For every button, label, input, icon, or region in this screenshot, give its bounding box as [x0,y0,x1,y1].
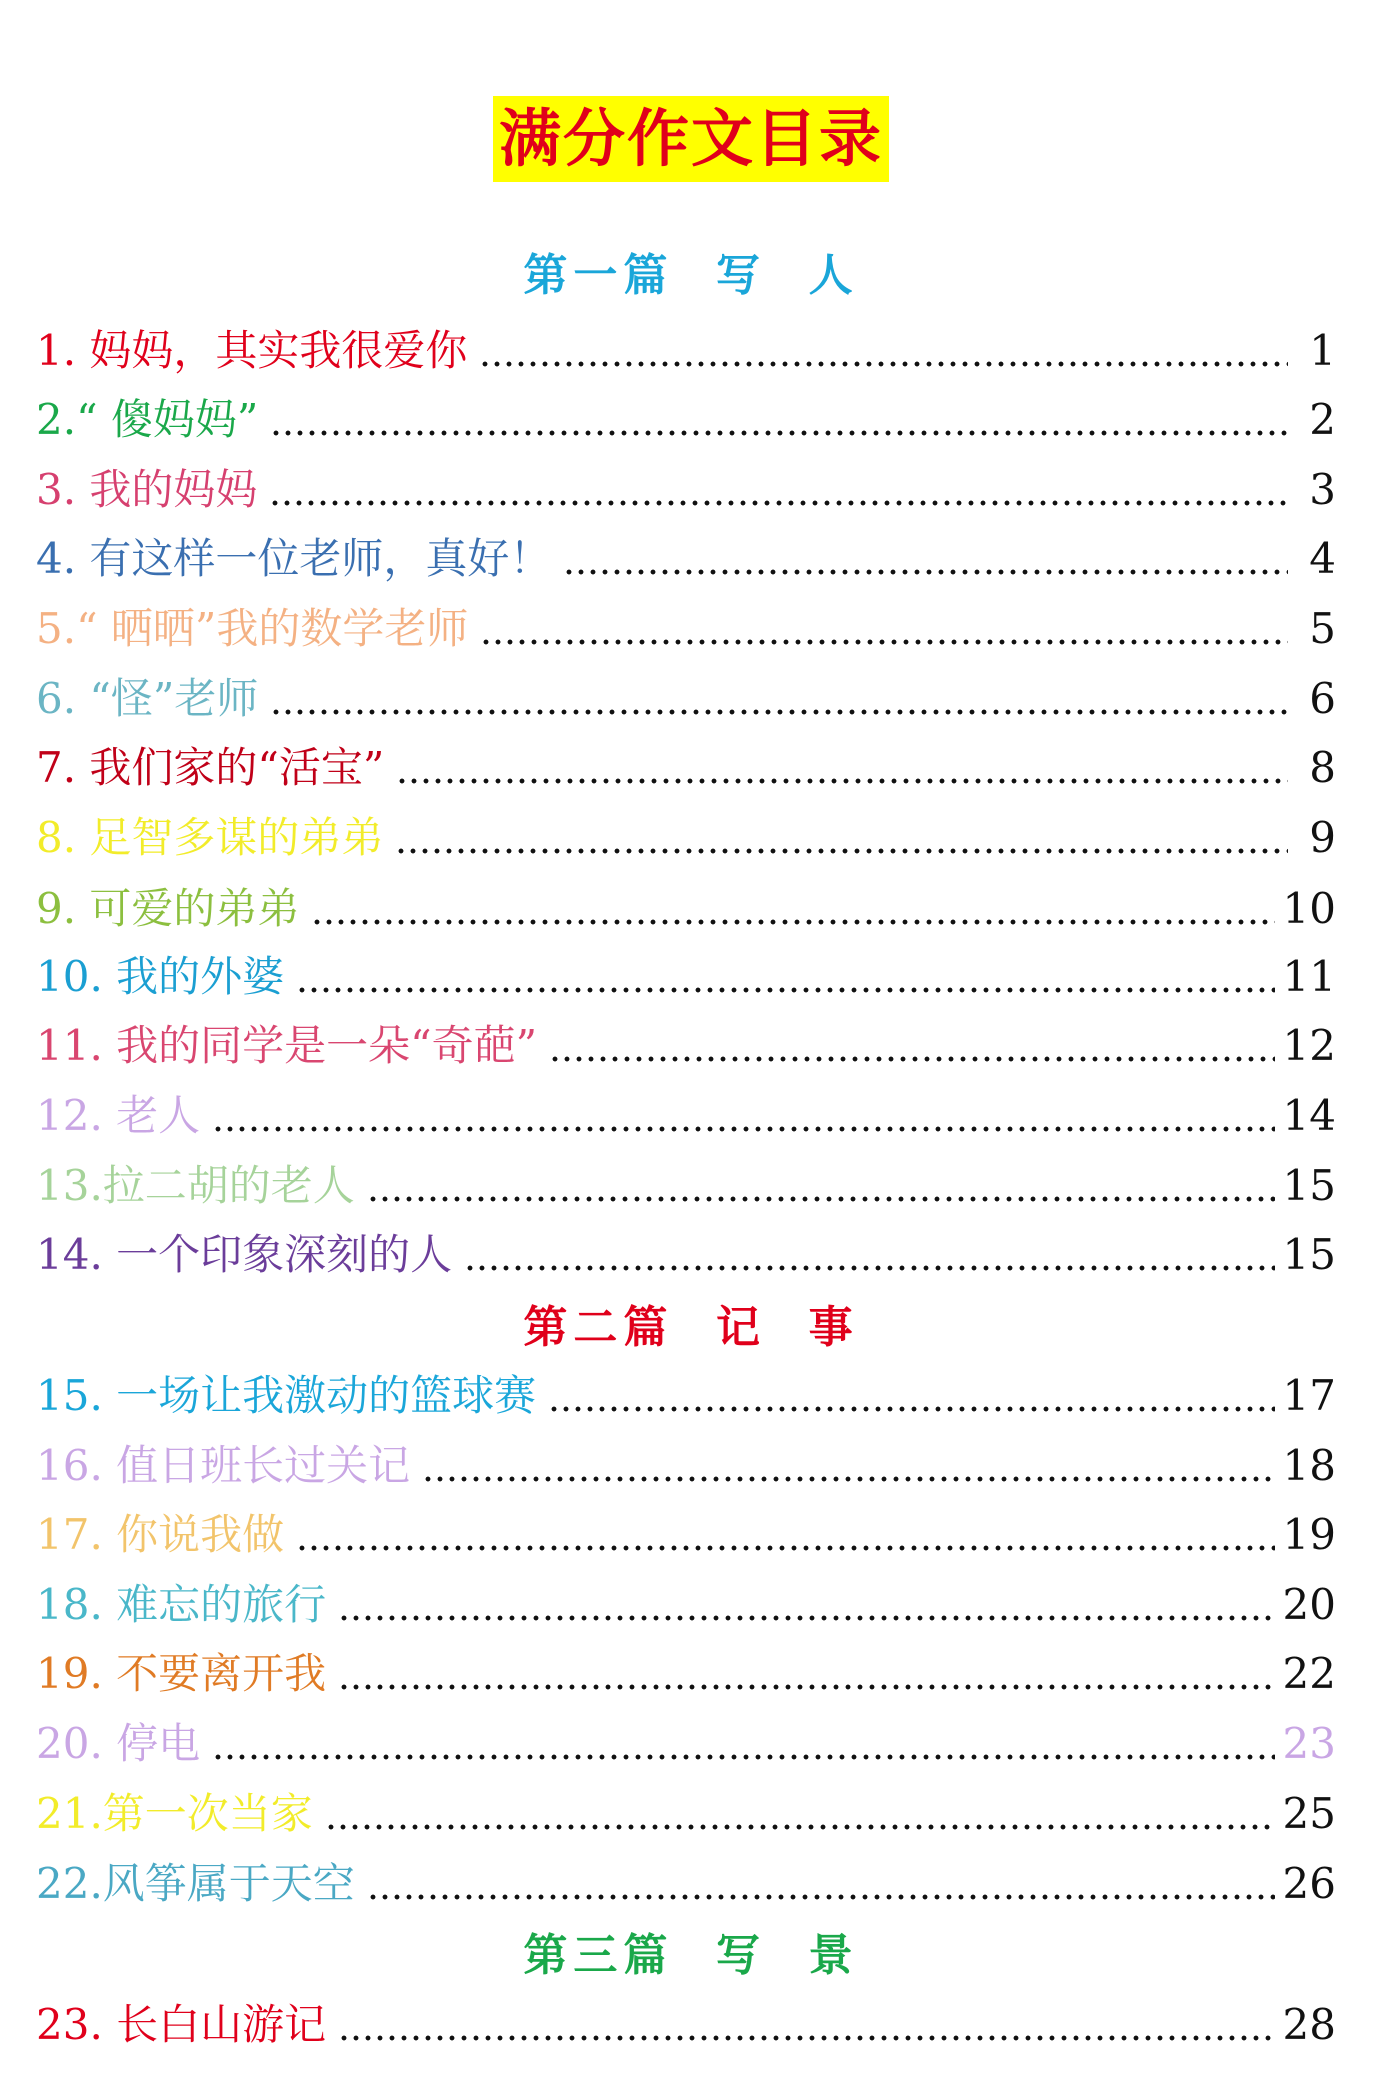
toc-entry[interactable] [36,1437,1336,1495]
entry-title: 22.风筝属于天空 [36,1859,355,1908]
leader-dots [338,1614,1274,1622]
toc-entry[interactable] [36,600,1336,658]
entry-title: 2.“ 傻妈妈” [36,395,259,444]
toc-entry[interactable] [36,1226,1336,1284]
entry-page-number: 10 [1282,884,1336,933]
leader-dots [270,708,1288,716]
leader-dots [367,1893,1275,1901]
leader-dots [549,1055,1274,1063]
entry-title: 23. 长白山游记 [36,2000,327,2049]
entry-page-number: 19 [1282,1510,1336,1559]
leader-dots [212,1125,1274,1133]
leader-dots [396,777,1288,785]
entry-title: 9. 可爱的弟弟 [36,884,300,933]
entry-title: 1. 妈妈，其实我很爱你 [36,326,468,375]
toc-entry[interactable] [36,1645,1336,1703]
toc-entry[interactable] [36,1087,1336,1145]
toc-entry[interactable] [36,322,1336,380]
toc-entry[interactable] [36,739,1336,797]
entry-page-number: 6 [1309,674,1336,723]
leader-dots [480,638,1288,646]
leader-dots [548,1405,1274,1413]
entry-title: 6. “怪”老师 [36,674,259,723]
entry-title: 15. 一场让我激动的篮球赛 [36,1371,537,1420]
section-heading-3: 第三篇 写 景 [523,1930,859,1981]
entry-title: 16. 值日班长过关记 [36,1441,411,1490]
toc-entry[interactable] [36,809,1336,867]
entry-title: 13.拉二胡的老人 [36,1161,355,1210]
entry-title: 14. 一个印象深刻的人 [36,1230,453,1279]
toc-entry[interactable] [36,1785,1336,1843]
entry-page-number: 22 [1282,1649,1336,1698]
title-wrap [0,96,1382,182]
entry-page-number: 23 [1282,1719,1336,1768]
leader-dots [479,360,1288,368]
toc-entry[interactable] [36,1367,1336,1425]
leader-dots [311,918,1274,926]
leader-dots [563,568,1288,576]
entry-page-number: 15 [1282,1230,1336,1279]
toc-entry[interactable] [36,1157,1336,1215]
entry-page-number: 15 [1282,1161,1336,1210]
entry-title: 8. 足智多谋的弟弟 [36,813,384,862]
toc-entry[interactable] [36,948,1336,1006]
entry-title: 21.第一次当家 [36,1789,313,1838]
toc-title: 满分作文目录 [493,96,889,182]
entry-page-number: 5 [1309,604,1336,653]
entry-page-number: 3 [1309,465,1336,514]
entry-title: 11. 我的同学是一朵“奇葩” [36,1021,538,1070]
entry-title: 18. 难忘的旅行 [36,1580,327,1629]
entry-title: 7. 我们家的“活宝” [36,743,385,792]
toc-entry[interactable] [36,1017,1336,1075]
toc-entry[interactable] [36,1715,1336,1773]
leader-dots [212,1753,1274,1761]
toc-entry[interactable] [36,530,1336,588]
entry-title: 10. 我的外婆 [36,952,285,1001]
entry-page-number: 18 [1282,1441,1336,1490]
entry-page-number: 25 [1282,1789,1336,1838]
toc-entry[interactable] [36,1506,1336,1564]
leader-dots [296,1544,1274,1552]
entry-page-number: 28 [1282,2000,1336,2049]
entry-title: 5.“ 晒晒”我的数学老师 [36,604,469,653]
leader-dots [296,986,1274,994]
leader-dots [270,429,1288,437]
section-heading-1: 第一篇 写 人 [523,250,859,301]
entry-page-number: 8 [1309,743,1336,792]
entry-page-number: 17 [1282,1371,1336,1420]
leader-dots [325,1823,1275,1831]
section-heading-2: 第二篇 记 事 [523,1302,859,1353]
entry-page-number: 1 [1309,326,1336,375]
leader-dots [269,499,1288,507]
entry-title: 3. 我的妈妈 [36,465,258,514]
toc-entry[interactable] [36,880,1336,938]
entry-page-number: 11 [1282,952,1336,1001]
entry-page-number: 14 [1282,1091,1336,1140]
entry-title: 12. 老人 [36,1091,201,1140]
entry-page-number: 9 [1309,813,1336,862]
entry-page-number: 12 [1282,1021,1336,1070]
toc-entry[interactable] [36,391,1336,449]
entry-title: 20. 停电 [36,1719,201,1768]
entry-page-number: 2 [1309,395,1336,444]
leader-dots [367,1195,1275,1203]
leader-dots [464,1264,1274,1272]
leader-dots [338,1683,1274,1691]
toc-entry[interactable] [36,461,1336,519]
entry-title: 4. 有这样一位老师，真好！ [36,534,552,583]
toc-entry[interactable] [36,670,1336,728]
entry-page-number: 4 [1309,534,1336,583]
toc-entry[interactable] [36,1996,1336,2054]
entry-title: 19. 不要离开我 [36,1649,327,1698]
toc-entry[interactable] [36,1576,1336,1634]
entry-title: 17. 你说我做 [36,1510,285,1559]
entry-page-number: 20 [1282,1580,1336,1629]
leader-dots [395,847,1288,855]
leader-dots [422,1475,1274,1483]
leader-dots [338,2034,1274,2042]
entry-page-number: 26 [1282,1859,1336,1908]
toc-entry[interactable] [36,1855,1336,1913]
